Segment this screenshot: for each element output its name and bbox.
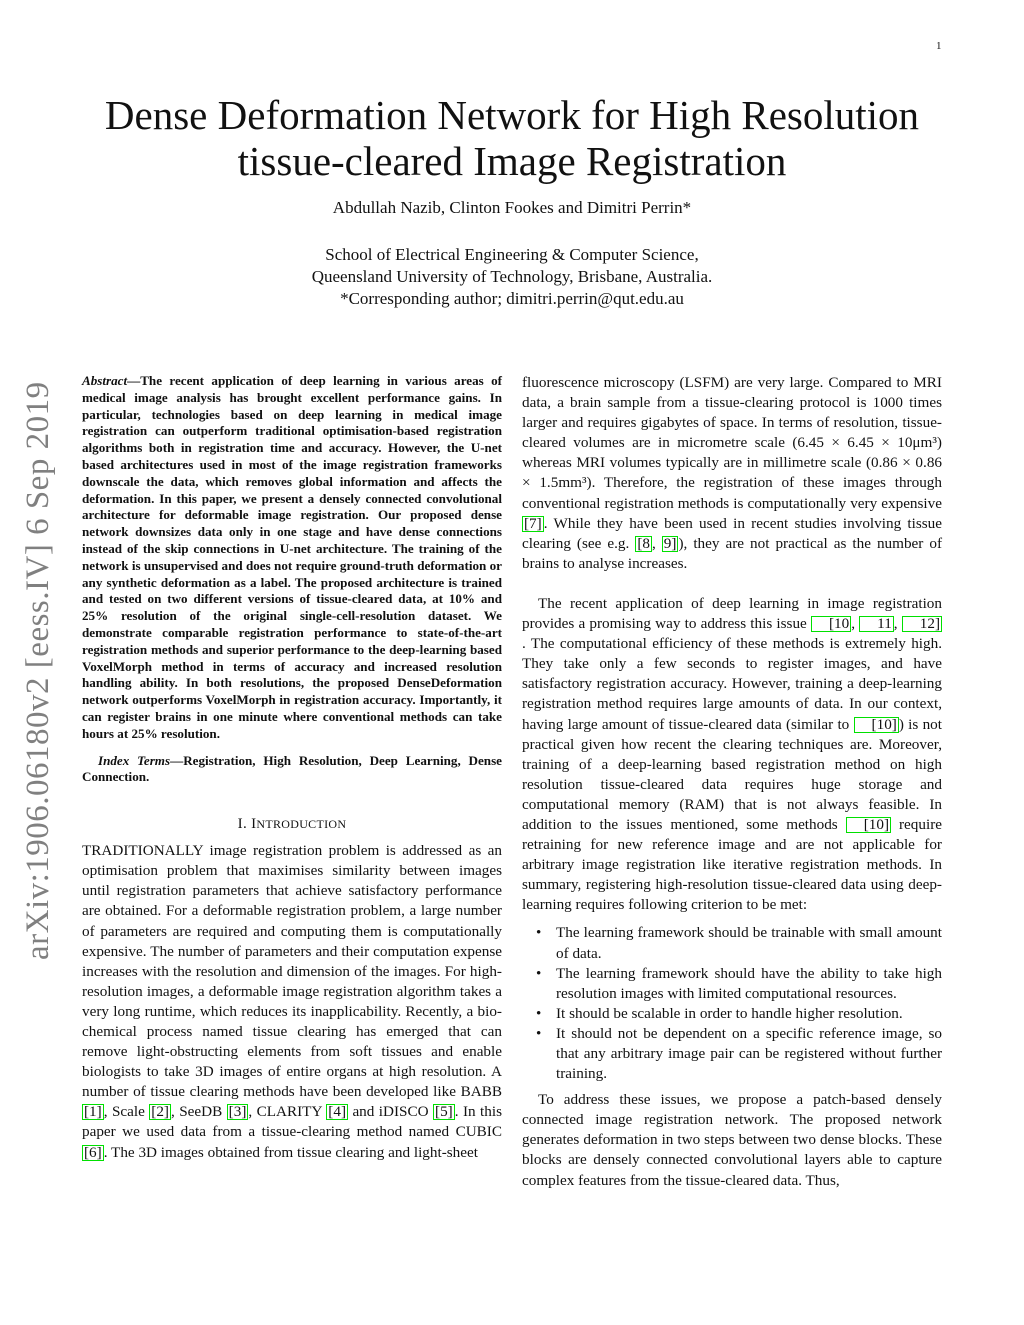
- list-item: [522, 964, 942, 1004]
- index-terms-lead: Index Terms: [98, 752, 171, 768]
- intro-text: , Scale: [103, 1103, 150, 1121]
- section-heading-introduction: [82, 816, 502, 833]
- paragraph-lsfm: [522, 373, 942, 574]
- citation-link[interactable]: [10]: [847, 818, 890, 832]
- right-column: [522, 373, 942, 1191]
- citation-link[interactable]: [1]: [84, 1103, 102, 1121]
- paragraph-text: ,: [651, 534, 662, 552]
- citation-link[interactable]: 11: [860, 617, 893, 631]
- arxiv-identifier[interactable]: arXiv:1906.06180v2 [eess.IV] 6 Sep 2019: [20, 381, 56, 960]
- affiliation-line-1: School of Electrical Engineering & Computer Science,: [325, 245, 699, 264]
- paragraph-text: fluorescence microscopy (LSFM) are very large. Compared to MRI data, a brain sample from a tissue-clearing protocol is 1000 times larger and requires gigabytes of space. In terms of resolution, tissue-cleared volumes are in micrometre scale: [522, 374, 942, 452]
- list-item-text: The learning framework should be trainable with small amount of data.: [556, 924, 942, 962]
- title-line-2: tissue-cleared Image Registration: [237, 138, 787, 184]
- citation-link[interactable]: 12]: [903, 617, 941, 631]
- list-item-text: It should be scalable in order to handle higher resolution.: [556, 1004, 903, 1022]
- title-line-1: Dense Deformation Network for High Resolution: [104, 92, 920, 138]
- list-item: [522, 1004, 942, 1024]
- index-terms: [82, 753, 502, 787]
- criteria-list: [522, 923, 942, 1084]
- paragraph-text: whereas MRI volumes typically are in millimetre scale: [522, 454, 866, 472]
- intro-text: . In this paper we used data from a tissue-clearing method named CUBIC: [82, 1103, 502, 1141]
- citation-link[interactable]: [7]: [524, 514, 542, 532]
- bullet-icon: •: [536, 1024, 542, 1042]
- abstract-text: —The recent application of deep learning in various areas of medical image analysis has brought excellent performance gains. In particular, technologies based on deep learning in medical image registration can outperform traditional optimisation-based registration algorithms both in registration time and accuracy. However, the U-net based architectures used in most of the image registration frameworks downscale the data, which removes global information and affects the deformation. In this paper, we present a densely connected convolutional architecture for deformable image registration. Our proposed dense network downsizes data only in one stage and have dense connections instead of the skip connections in U-net architecture. The training of the network is unsupervised and does not require ground-truth deformation or any synthetic deformation as a label. The proposed architecture is trained and tested on two different versions of tissue-cleared data, at 10% and 25% resolution of the original single-cell-resolution dataset. We demonstrate comparable registration performance to state-of-the-art registration methods and superior performance to the deep-learning based VoxelMorph method in terms of accuracy and increased resolution handling ability. In both resolutions, the proposed DenseDeformation network outperforms VoxelMorph in registration accuracy. Importantly, it can register brains in one minute where conventional methods can take hours at 25% resolution.: [82, 373, 502, 741]
- list-item: [522, 923, 942, 963]
- paragraph-text: ,: [851, 615, 860, 633]
- citation-link[interactable]: [3]: [228, 1103, 247, 1121]
- citation-link[interactable]: [2]: [151, 1103, 169, 1121]
- bullet-icon: •: [536, 1004, 542, 1022]
- intro-text: , SeeDB: [170, 1103, 227, 1121]
- affiliation: [60, 244, 964, 310]
- section-initial: I: [251, 816, 257, 833]
- paragraph-text: ), they are not practical as the number of brains to analyse increases.: [522, 534, 942, 572]
- list-item-text: The learning framework should have the ability to take high resolution images with limited computational resources.: [556, 964, 942, 1002]
- paragraph-text: . Therefore, the registration of these images through conventional registration methods is computationally very expensive: [522, 474, 942, 512]
- paragraph-text: ,: [893, 615, 902, 633]
- citation-link[interactable]: [8: [637, 534, 650, 552]
- citation-link[interactable]: 9]: [663, 534, 677, 552]
- left-column: [82, 373, 502, 1163]
- authors: Abdullah Nazib, Clinton Fookes and Dimitri Perrin*: [332, 198, 692, 217]
- affiliation-line-3: *Corresponding author; dimitri.perrin@qut.edu.au: [340, 289, 684, 308]
- section-numeral: I.: [237, 816, 252, 833]
- paper-title: [60, 92, 964, 184]
- paragraph-proposal: To address these issues, we propose a patch-based densely connected image registration network. The proposed network generates deformation in two steps between two dense blocks. These blocks are densely connected convolutional layers able to capture complex features from the tissue-cleared data. Thus,: [522, 1091, 942, 1189]
- citation-link[interactable]: [6]: [84, 1143, 102, 1161]
- paragraph-text: . While they have been used in recent studies involving tissue clearing (see e.g.: [522, 514, 942, 552]
- bullet-icon: •: [536, 964, 542, 982]
- section-title-rest: NTRODUCTION: [256, 817, 347, 832]
- list-item: [522, 1024, 942, 1084]
- paragraph-text: The recent application of deep learning in image registration provides a promising way to address this issue: [522, 594, 942, 633]
- paragraph-text: ) is not practical given how recent the clearing techniques are. Moreover, training of a deep-learning based registration method on high resolution tissue-cleared data requires huge storage and computational memory (RAM) that is not always feasible. In addition to the issues mentioned, some methods: [522, 715, 942, 833]
- intro-paragraph: [82, 841, 502, 1163]
- intro-text: and iDISCO: [348, 1103, 434, 1121]
- paragraph-deep-learning: [522, 594, 942, 916]
- bullet-icon: •: [536, 924, 542, 942]
- math-expression: (6.45 × 6.45 × 10μm³): [792, 434, 942, 452]
- citation-link[interactable]: [5]: [435, 1103, 453, 1121]
- intro-text: , CLARITY: [248, 1103, 327, 1121]
- index-terms-text: —Registration, High Resolution, Deep Learning, Dense Connection.: [82, 752, 502, 785]
- abstract: [82, 373, 502, 743]
- citation-link[interactable]: [10: [812, 617, 850, 631]
- citation-link[interactable]: [4]: [328, 1103, 347, 1121]
- page-number: 1: [936, 40, 942, 52]
- intro-text: . The 3D images obtained from tissue clearing and light-sheet: [103, 1143, 478, 1161]
- paragraph-text: require retraining for new reference image and are not applicable for arbitrary image registration like iterative registration methods. In summary, registering high-resolution tissue-cleared data using deep-learning requires following criterion to be met:: [522, 815, 942, 914]
- abstract-lead: Abstract: [82, 373, 128, 388]
- list-item-text: It should not be dependent on a specific reference image, so that any arbitrary image pair can be registered without further training.: [556, 1024, 942, 1083]
- math-expression: (0.86 × 0.86 × 1.5mm³): [522, 454, 943, 492]
- intro-text: TRADITIONALLY image registration problem is addressed as an optimisation problem that maximises similarity between images until registration parameters that achieve satisfactory performance are obtained. For a deformable registration problem, a large number of parameters are required and computing them is computationally expensive. The number of parameters and their computation expense increases with the resolution and dimension of the images. For high-resolution images, a deformable image registration algorithm takes a very long runtime, which reduces its inapplicability. Recently, a bio-chemical process named tissue clearing has emerged that can remove light-obstructing elements from soft tissues and enable biologists to take 3D images of entire organs at high resolution. A number of tissue clearing methods have been developed like BABB: [82, 842, 502, 1101]
- affiliation-line-2: Queensland University of Technology, Brisbane, Australia.: [311, 267, 713, 286]
- paragraph-text: . The computational efficiency of these methods is extremely high. They take only a few seconds to register images, and have satisfactory registration accuracy. However, training a deep-learning registration method requires large amounts of data. In our context, having large amount of tissue-cleared data (similar to: [522, 635, 942, 733]
- citation-link[interactable]: [10]: [855, 718, 898, 732]
